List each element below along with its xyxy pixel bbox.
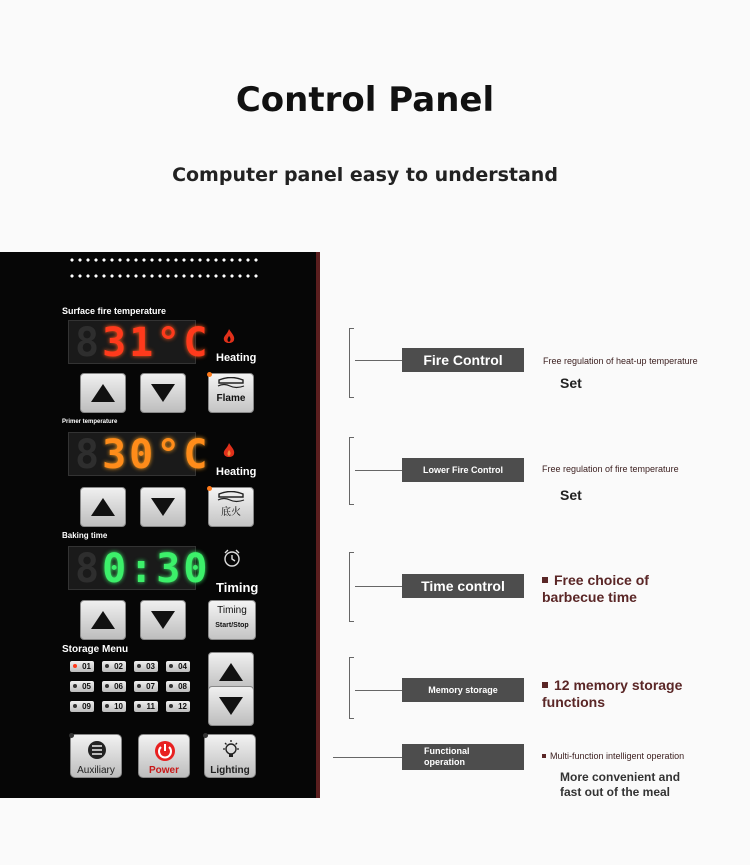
memory-slot-led xyxy=(137,704,141,708)
surface-temp-display: 831°C xyxy=(68,320,196,364)
functional-description xyxy=(560,770,680,800)
primer-temp-label: Primer temperature xyxy=(62,419,118,425)
memory-slot-number: 01 xyxy=(82,662,91,671)
memory-slot-button[interactable] xyxy=(102,701,126,712)
memory-slot-led xyxy=(73,704,77,708)
memory-slot-button[interactable] xyxy=(102,661,126,672)
memory-slot-button[interactable] xyxy=(134,681,158,692)
memory-slot-led xyxy=(73,684,77,688)
primer-temp-display: 830°C xyxy=(68,432,196,476)
time-up-button[interactable] xyxy=(80,600,126,640)
memory-slot-led xyxy=(137,664,141,668)
lower-fire-bracket xyxy=(349,437,354,505)
memory-connector xyxy=(355,690,402,691)
bullet-icon xyxy=(542,577,548,583)
arrow-down-icon xyxy=(219,697,243,715)
arrow-down-icon xyxy=(151,498,175,516)
arrow-up-icon xyxy=(91,498,115,516)
lower-fire-set: Set xyxy=(560,487,582,503)
grill-icon xyxy=(216,491,246,505)
baking-time-display: 80:30 xyxy=(68,546,196,590)
primer-temp-up-button[interactable] xyxy=(80,487,126,527)
memory-slot-number: 09 xyxy=(82,702,91,711)
memory-slot-button[interactable] xyxy=(70,681,94,692)
memory-slot-button[interactable] xyxy=(166,681,190,692)
flame-icon xyxy=(222,328,236,346)
surface-temp-label: Surface fire temperature xyxy=(62,306,167,316)
memory-slot-led xyxy=(105,684,109,688)
time-control-bracket xyxy=(349,552,354,622)
auxiliary-label: Auxiliary xyxy=(77,765,115,776)
memory-slot-led xyxy=(169,664,173,668)
surface-temp-up-button[interactable] xyxy=(80,373,126,413)
memory-slot-number: 03 xyxy=(146,662,155,671)
memory-line2: functions xyxy=(542,694,605,710)
surface-temp-value: 31°C xyxy=(102,320,211,366)
lower-fire-connector xyxy=(355,470,402,471)
vent-dots-top xyxy=(68,258,260,262)
memory-slot-led xyxy=(137,684,141,688)
bottom-fire-button-label: 底火 xyxy=(221,507,241,518)
fire-control-tag: Fire Control xyxy=(402,348,524,372)
functional-line1: More convenient and xyxy=(560,770,681,784)
light-bulb-icon xyxy=(220,739,242,761)
lower-fire-tag: Lower Fire Control xyxy=(402,458,524,482)
flame-button-label: Flame xyxy=(216,393,246,404)
bottom-fire-button[interactable] xyxy=(208,487,254,527)
time-control-line1: Free choice of xyxy=(554,572,649,588)
start-stop-label: Start/Stop xyxy=(215,622,249,629)
memory-slot-button[interactable] xyxy=(166,701,190,712)
auxiliary-led-indicator xyxy=(69,733,74,738)
lighting-button[interactable] xyxy=(204,734,256,778)
surface-temp-down-button[interactable] xyxy=(140,373,186,413)
time-control-description xyxy=(542,572,649,606)
time-down-button[interactable] xyxy=(140,600,186,640)
power-icon xyxy=(153,739,177,763)
memory-slot-number: 10 xyxy=(114,702,123,711)
memory-slot-led xyxy=(105,664,109,668)
memory-slot-button[interactable] xyxy=(134,661,158,672)
primer-temp-down-button[interactable] xyxy=(140,487,186,527)
control-panel xyxy=(0,252,320,798)
timing-start-stop-button[interactable] xyxy=(208,600,256,640)
memory-slot-number: 11 xyxy=(146,702,155,711)
memory-slot-led xyxy=(105,704,109,708)
memory-slot-led xyxy=(73,664,77,668)
menu-icon xyxy=(87,741,107,759)
time-control-line2: barbecue time xyxy=(542,589,637,605)
arrow-down-icon xyxy=(151,611,175,629)
arrow-down-icon xyxy=(151,384,175,402)
surface-heating-label: Heating xyxy=(216,352,257,364)
arrow-up-icon xyxy=(91,611,115,629)
power-button[interactable] xyxy=(138,734,190,778)
fire-icon xyxy=(222,442,236,460)
functional-tag xyxy=(402,744,524,770)
vent-dots-bottom xyxy=(68,274,260,278)
memory-bracket xyxy=(349,657,354,719)
alarm-clock-icon xyxy=(222,548,242,568)
primer-heating-label: Heating xyxy=(216,466,257,478)
flame-led-indicator xyxy=(207,372,212,377)
fire-control-note: Free regulation of heat-up temperature xyxy=(543,356,698,366)
memory-slot-button[interactable] xyxy=(70,661,94,672)
functional-note xyxy=(542,751,684,761)
timing-label: Timing xyxy=(216,580,259,595)
memory-description xyxy=(542,677,682,711)
memory-slot-number: 08 xyxy=(178,682,187,691)
page-title: Control Panel xyxy=(235,80,495,120)
memory-slot-number: 07 xyxy=(146,682,155,691)
page-subtitle: Computer panel easy to understand xyxy=(172,164,558,186)
primer-temp-value: 30°C xyxy=(102,432,211,478)
auxiliary-button[interactable] xyxy=(70,734,122,778)
arrow-up-icon xyxy=(91,384,115,402)
memory-slot-number: 05 xyxy=(82,682,91,691)
functional-note-text: Multi-function intelligent operation xyxy=(550,751,685,761)
functional-tag-line2: operation xyxy=(424,757,466,767)
bullet-icon xyxy=(542,754,546,758)
memory-tag: Memory storage xyxy=(402,678,524,702)
storage-down-button[interactable] xyxy=(208,686,254,726)
bullet-icon xyxy=(542,682,548,688)
fire-control-set: Set xyxy=(560,375,582,391)
memory-slot-button[interactable] xyxy=(70,701,94,712)
memory-line1: 12 memory storage xyxy=(554,677,683,693)
baking-time-value: 0:30 xyxy=(102,546,211,592)
functional-line2: fast out of the meal xyxy=(560,785,671,799)
storage-menu-label: Storage Menu xyxy=(62,644,129,655)
memory-slot-number: 04 xyxy=(178,662,187,671)
functional-tag-line1: Functional xyxy=(424,746,470,756)
lighting-label: Lighting xyxy=(210,765,250,776)
memory-slot-button[interactable] xyxy=(166,661,190,672)
fire-control-connector xyxy=(355,360,402,361)
memory-slot-led xyxy=(169,684,173,688)
memory-slot-number: 02 xyxy=(114,662,123,671)
time-control-tag: Time control xyxy=(402,574,524,598)
memory-slot-button[interactable] xyxy=(102,681,126,692)
power-label: Power xyxy=(148,765,179,776)
arrow-up-icon xyxy=(219,663,243,681)
functional-connector xyxy=(333,757,402,758)
lower-fire-note: Free regulation of fire temperature xyxy=(542,464,679,474)
memory-slot-number: 06 xyxy=(114,682,123,691)
memory-slot-number: 12 xyxy=(178,702,187,711)
timing-button-label: Timing xyxy=(217,605,247,616)
flame-button[interactable] xyxy=(208,373,254,413)
memory-slot-grid xyxy=(70,661,196,717)
bottom-fire-led-indicator xyxy=(207,486,212,491)
lighting-led-indicator xyxy=(203,733,208,738)
baking-time-label: Baking time xyxy=(62,531,108,540)
memory-slot-button[interactable] xyxy=(134,701,158,712)
fire-control-bracket xyxy=(349,328,354,398)
grill-icon xyxy=(216,377,246,391)
time-control-connector xyxy=(355,586,402,587)
memory-slot-led xyxy=(169,704,173,708)
